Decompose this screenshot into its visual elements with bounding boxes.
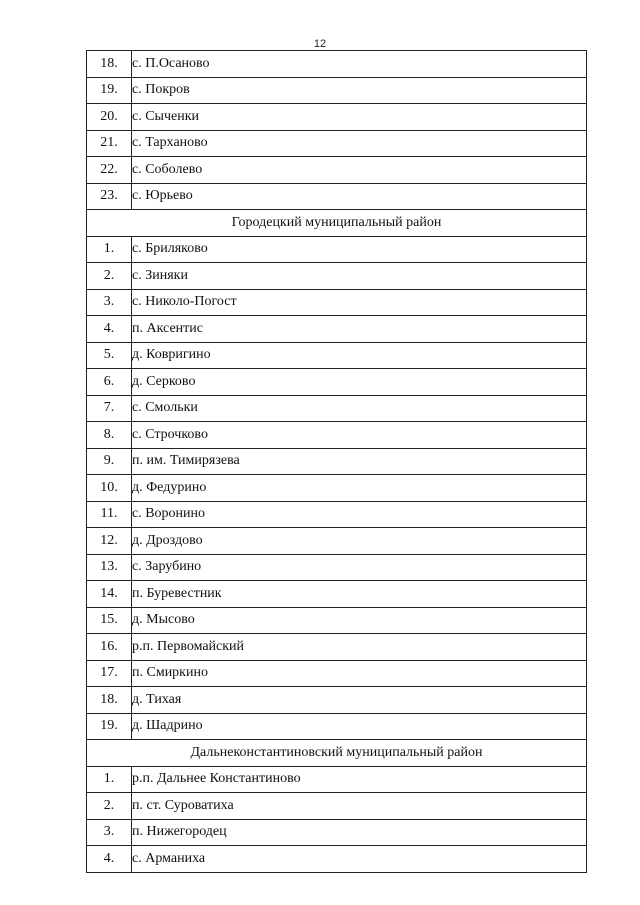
settlement-name: д. Федурино	[132, 475, 587, 502]
settlements-table-body	[87, 51, 587, 873]
row-number: 21.	[87, 130, 132, 157]
row-number: 3.	[87, 289, 132, 316]
settlement-name: с. Соболево	[132, 157, 587, 184]
table-row	[87, 342, 587, 369]
row-number: 10.	[87, 475, 132, 502]
row-number: 4.	[87, 316, 132, 343]
table-row	[87, 51, 587, 78]
settlement-name: п. Аксентис	[132, 316, 587, 343]
row-number: 2.	[87, 793, 132, 820]
table-row	[87, 263, 587, 290]
table-row	[87, 687, 587, 714]
table-row	[87, 289, 587, 316]
table-row	[87, 554, 587, 581]
row-number: 14.	[87, 581, 132, 608]
settlement-name: с. Воронино	[132, 501, 587, 528]
table-row	[87, 77, 587, 104]
table-row	[87, 607, 587, 634]
settlement-name: д. Мысово	[132, 607, 587, 634]
table-row	[87, 395, 587, 422]
settlement-name: р.п. Первомайский	[132, 634, 587, 661]
row-number: 22.	[87, 157, 132, 184]
row-number: 8.	[87, 422, 132, 449]
settlement-name: с. П.Осаново	[132, 51, 587, 78]
settlement-name: с. Сыченки	[132, 104, 587, 131]
settlements-table	[86, 50, 587, 873]
settlement-name: д. Ковригино	[132, 342, 587, 369]
page-number: 12	[313, 38, 327, 50]
row-number: 19.	[87, 77, 132, 104]
table-row	[87, 157, 587, 184]
table-row	[87, 766, 587, 793]
settlement-name: с. Николо-Погост	[132, 289, 587, 316]
row-number: 3.	[87, 819, 132, 846]
row-number: 12.	[87, 528, 132, 555]
row-number: 7.	[87, 395, 132, 422]
district-header-row	[87, 740, 587, 767]
row-number: 4.	[87, 846, 132, 873]
table-row	[87, 501, 587, 528]
row-number: 17.	[87, 660, 132, 687]
district-name: Городецкий муниципальный район	[87, 210, 587, 237]
table-row	[87, 130, 587, 157]
row-number: 19.	[87, 713, 132, 740]
row-number: 18.	[87, 51, 132, 78]
settlement-name: п. им. Тимирязева	[132, 448, 587, 475]
table-row	[87, 660, 587, 687]
row-number: 1.	[87, 766, 132, 793]
settlement-name: р.п. Дальнее Константиново	[132, 766, 587, 793]
settlement-name: д. Серково	[132, 369, 587, 396]
row-number: 16.	[87, 634, 132, 661]
settlement-name: д. Тихая	[132, 687, 587, 714]
settlement-name: с. Тарханово	[132, 130, 587, 157]
table-row	[87, 316, 587, 343]
table-row	[87, 528, 587, 555]
table-row	[87, 581, 587, 608]
row-number: 23.	[87, 183, 132, 210]
table-row	[87, 713, 587, 740]
settlement-name: с. Строчково	[132, 422, 587, 449]
settlement-name: с. Смольки	[132, 395, 587, 422]
table-row	[87, 183, 587, 210]
settlement-name: с. Зиняки	[132, 263, 587, 290]
row-number: 1.	[87, 236, 132, 263]
district-header-row	[87, 210, 587, 237]
row-number: 9.	[87, 448, 132, 475]
settlement-name: п. Смиркино	[132, 660, 587, 687]
row-number: 11.	[87, 501, 132, 528]
row-number: 15.	[87, 607, 132, 634]
settlement-name: п. Буревестник	[132, 581, 587, 608]
settlement-name: с. Зарубино	[132, 554, 587, 581]
settlement-name: с. Арманиха	[132, 846, 587, 873]
settlement-name: д. Шадрино	[132, 713, 587, 740]
table-row	[87, 793, 587, 820]
row-number: 18.	[87, 687, 132, 714]
row-number: 5.	[87, 342, 132, 369]
table-row	[87, 104, 587, 131]
table-row	[87, 819, 587, 846]
settlement-name: с. Юрьево	[132, 183, 587, 210]
table-row	[87, 475, 587, 502]
table-row	[87, 369, 587, 396]
row-number: 20.	[87, 104, 132, 131]
table-row	[87, 422, 587, 449]
table-row	[87, 448, 587, 475]
district-name: Дальнеконстантиновский муниципальный район	[87, 740, 587, 767]
table-row	[87, 846, 587, 873]
settlement-name: с. Покров	[132, 77, 587, 104]
table-row	[87, 634, 587, 661]
row-number: 13.	[87, 554, 132, 581]
settlement-name: с. Бриляково	[132, 236, 587, 263]
settlement-name: п. Нижегородец	[132, 819, 587, 846]
row-number: 2.	[87, 263, 132, 290]
table-row	[87, 236, 587, 263]
row-number: 6.	[87, 369, 132, 396]
settlement-name: д. Дроздово	[132, 528, 587, 555]
settlement-name: п. ст. Суроватиха	[132, 793, 587, 820]
